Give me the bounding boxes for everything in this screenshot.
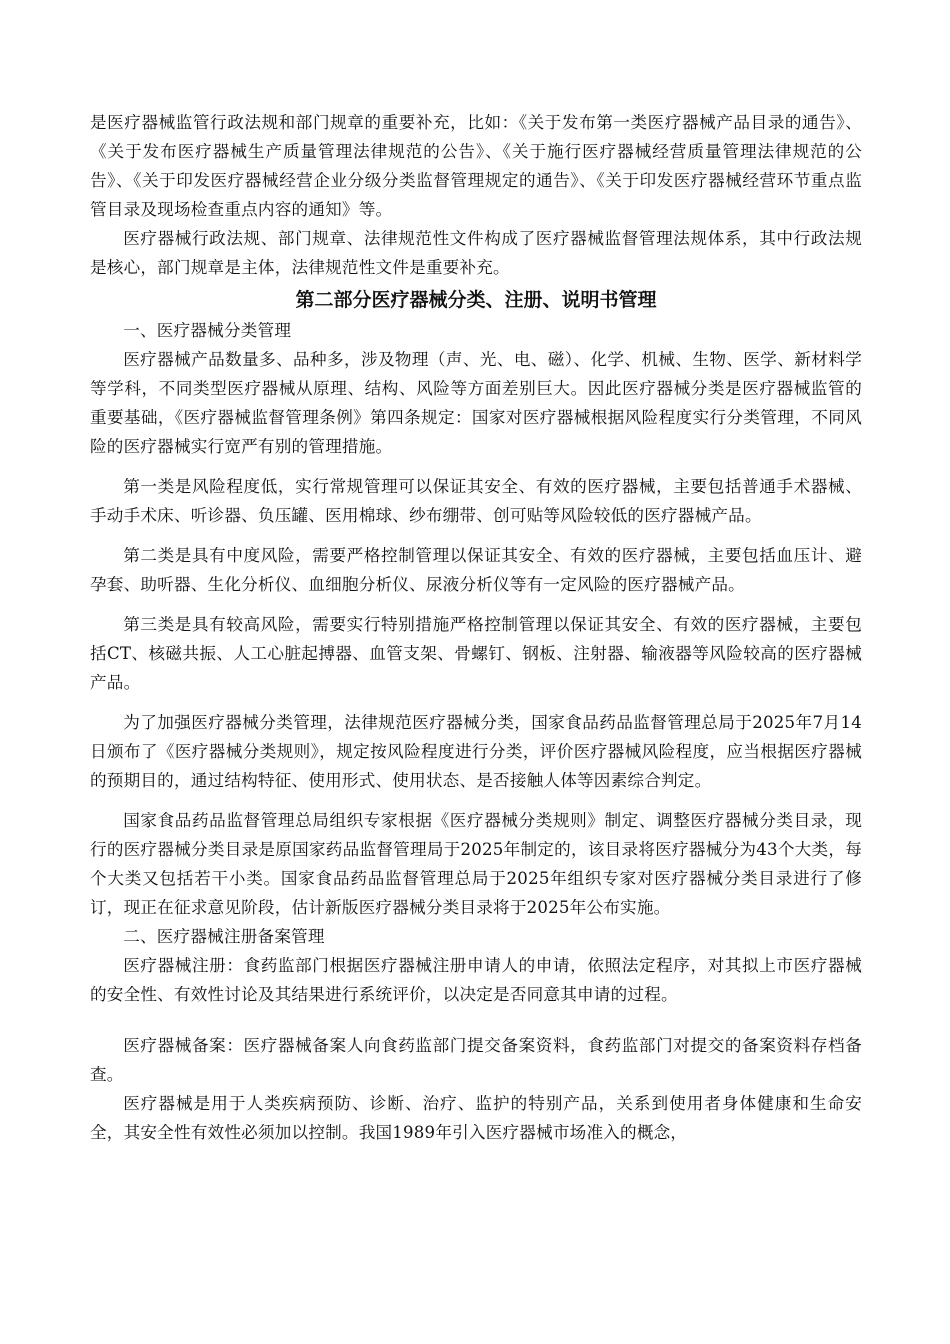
- section-heading: 第二部分医疗器械分类、注册、说明书管理: [295, 289, 657, 311]
- document-page: [90, 108, 862, 1147]
- paragraph-5: 第二类是具有中度风险，需要严格控制管理以保证其安全、有效的医疗器械，主要包括血压计、避孕套、助听器、生化分析仪、血细胞分析仪、尿液分析仪等有一定风险的医疗器械产品。: [90, 546, 862, 594]
- subsection-title-registration: 二、医疗器械注册备案管理: [123, 927, 325, 946]
- paragraph-9: 医疗器械注册：食药监部门根据医疗器械注册申请人的申请，依照法定程序，对其拟上市医疗器械的安全性、有效性讨论及其结果进行系统评价，以决定是否同意其申请的过程。: [90, 956, 862, 1004]
- paragraph-1: 是医疗器械监管行政法规和部门规章的重要补充，比如：《关于发布第一类医疗器械产品目录的通告》、《关于发布医疗器械生产质量管理法律规范的公告》、《关于施行医疗器械经营质量管理法律规范的公告》、《关于印发医疗器械经营企业分级分类监督管理规定的通告》、《关于印发医疗器械经营环节重点监管目录及现场检查重点内容的通知》等。: [90, 113, 862, 219]
- paragraph-4: 第一类是风险程度低，实行常规管理可以保证其安全、有效的医疗器械，主要包括普通手术器械、手动手术床、听诊器、负压罐、医用棉球、纱布绷带、创可贴等风险较低的医疗器械产品。: [90, 477, 862, 525]
- paragraph-7: 为了加强医疗器械分类管理，法律规范医疗器械分类，国家食品药品监督管理总局于2025年7月14日颁布了《医疗器械分类规则》，规定按风险程度进行分类，评价医疗器械风险程度，应当根据医疗器械的预期目的，通过结构特征、使用形式、使用状态、是否接触人体等因素综合判定。: [90, 713, 862, 790]
- paragraph-3: 医疗器械产品数量多、品种多，涉及物理（声、光、电、磁）、化学、机械、生物、医学、新材料学等学科，不同类型医疗器械从原理、结构、风险等方面差别巨大。因此医疗器械分类是医疗器械监管的重要基础，《医疗器械监督管理条例》第四条规定：国家对医疗器械根据风险程度实行分类管理，不同风险的医疗器械实行宽严有别的管理措施。: [90, 350, 862, 456]
- paragraph-6: 第三类是具有较高风险，需要实行特别措施严格控制管理以保证其安全、有效的医疗器械，主要包括CT、核磁共振、人工心脏起搏器、血管支架、骨螺钉、钢板、注射器、输液器等风险较高的医疗器械产品。: [90, 615, 862, 692]
- paragraph-11: 医疗器械是用于人类疾病预防、诊断、治疗、监护的特别产品，关系到使用者身体健康和生命安全，其安全性有效性必须加以控制。我国1989年引入医疗器械市场准入的概念，: [90, 1094, 862, 1142]
- paragraph-8: 国家食品药品监督管理总局组织专家根据《医疗器械分类规则》制定、调整医疗器械分类目录，现行的医疗器械分类目录是原国家药品监督管理局于2025年制定的，该目录将医疗器械分为43个大类，每个大类又包括若干小类。国家食品药品监督管理总局于2025年组织专家对医疗器械分类目录进行了修订，现正在征求意见阶段，估计新版医疗器械分类目录将于2025年公布实施。: [90, 811, 862, 917]
- paragraph-2: 医疗器械行政法规、部门规章、法律规范性文件构成了医疗器械监督管理法规体系，其中行政法规是核心，部门规章是主体，法律规范性文件是重要补充。: [90, 229, 862, 277]
- subsection-title-classification: 一、医疗器械分类管理: [123, 321, 292, 340]
- paragraph-10: 医疗器械备案：医疗器械备案人向食药监部门提交备案资料，食药监部门对提交的备案资料存档备查。: [90, 1036, 862, 1084]
